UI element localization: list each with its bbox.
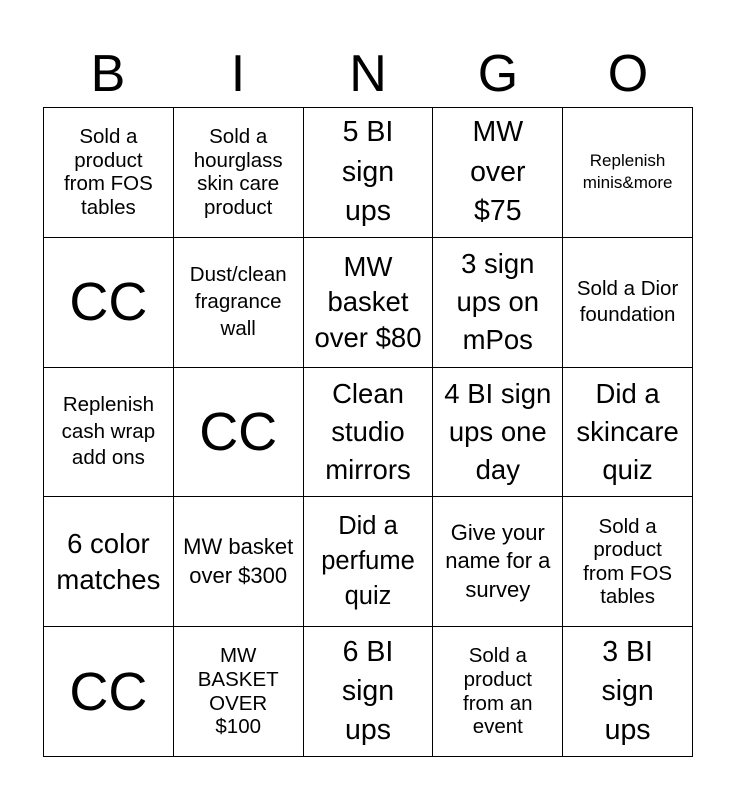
header-letter-o: O bbox=[607, 45, 649, 103]
bingo-cell-r1c4[interactable]: MW over $75 bbox=[433, 108, 563, 238]
bingo-cell-r3c2[interactable]: CC bbox=[174, 368, 304, 498]
bingo-cell-r3c1[interactable]: Replenish cash wrap add ons bbox=[44, 368, 174, 498]
bingo-cell-r3c3[interactable]: Clean studio mirrors bbox=[304, 368, 434, 498]
bingo-cell-r5c2[interactable]: MW BASKET OVER $100 bbox=[174, 627, 304, 757]
header-letter-g: G bbox=[477, 45, 519, 103]
bingo-cell-r5c3[interactable]: 6 BI sign ups bbox=[304, 627, 434, 757]
bingo-cell-r4c2[interactable]: MW basket over $300 bbox=[174, 497, 304, 627]
bingo-header bbox=[43, 42, 693, 106]
bingo-cell-r1c3[interactable]: 5 BI sign ups bbox=[304, 108, 434, 238]
bingo-cell-r4c4[interactable]: Give your name for a survey bbox=[433, 497, 563, 627]
bingo-cell-r2c5[interactable]: Sold a Dior foundation bbox=[563, 238, 693, 368]
bingo-cell-r1c2[interactable]: Sold a hourglass skin care product bbox=[174, 108, 304, 238]
bingo-cell-r2c4[interactable]: 3 sign ups on mPos bbox=[433, 238, 563, 368]
header-letter-n: N bbox=[349, 45, 387, 103]
header-letter-b: B bbox=[90, 45, 126, 103]
bingo-cell-r2c2[interactable]: Dust/clean fragrance wall bbox=[174, 238, 304, 368]
bingo-cell-r4c1[interactable]: 6 color matches bbox=[44, 497, 174, 627]
bingo-cell-r2c3[interactable]: MW basket over $80 bbox=[304, 238, 434, 368]
bingo-cell-r5c4[interactable]: Sold a product from an event bbox=[433, 627, 563, 757]
bingo-cell-r1c5[interactable]: Replenish minis&more bbox=[563, 108, 693, 238]
bingo-cell-r4c3[interactable]: Did a perfume quiz bbox=[304, 497, 434, 627]
bingo-cell-r2c1[interactable]: CC bbox=[44, 238, 174, 368]
bingo-cell-r3c4[interactable]: 4 BI sign ups one day bbox=[433, 368, 563, 498]
bingo-cell-r3c5[interactable]: Did a skincare quiz bbox=[563, 368, 693, 498]
bingo-cell-r4c5[interactable]: Sold a product from FOS tables bbox=[563, 497, 693, 627]
header-letter-i: I bbox=[230, 45, 246, 103]
bingo-card bbox=[43, 107, 693, 757]
bingo-cell-r5c1[interactable]: CC bbox=[44, 627, 174, 757]
bingo-cell-r5c5[interactable]: 3 BI sign ups bbox=[563, 627, 693, 757]
bingo-cell-r1c1[interactable]: Sold a product from FOS tables bbox=[44, 108, 174, 238]
